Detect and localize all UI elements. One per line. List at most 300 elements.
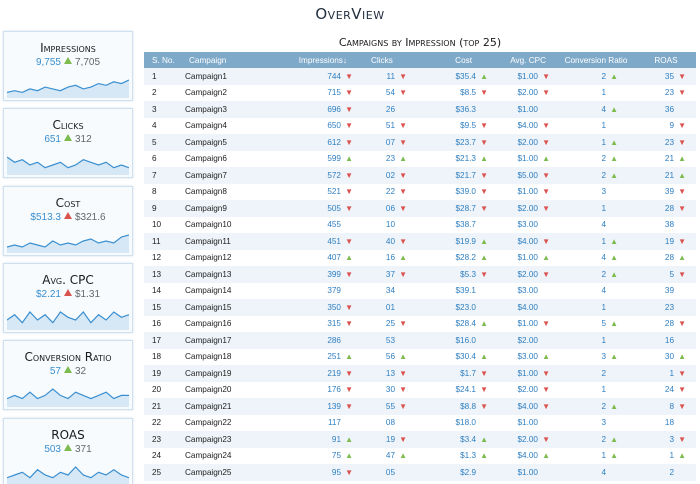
cell-avg-cpc: [496, 283, 556, 300]
cell-impressions: [261, 184, 361, 201]
cell-cost-value: $2.9: [460, 467, 476, 477]
cell-avg-cpc: [496, 85, 556, 102]
cell-sno: [144, 217, 179, 234]
cell-clicks: [361, 184, 421, 201]
cell-impressions-value: 451: [327, 236, 341, 246]
table-row[interactable]: [144, 217, 696, 234]
cell-cost-value: $8.8: [460, 401, 476, 411]
cell-roas-value: 16: [664, 335, 674, 345]
cell-sno-value: 17: [152, 335, 162, 345]
table-row[interactable]: [144, 134, 696, 151]
trend-down-icon: ▼: [678, 187, 686, 197]
trend-up-icon: ▲: [610, 319, 618, 329]
cell-campaign: [179, 68, 261, 85]
trend-up-icon: ▲: [610, 352, 618, 362]
cell-campaign-value[interactable]: Campaign21: [185, 401, 232, 411]
cell-campaign-value[interactable]: Campaign3: [185, 104, 227, 114]
trend-up-icon: ▲: [480, 319, 488, 329]
cell-clicks: [361, 299, 421, 316]
cell-avg-cpc-value: $3.00: [517, 220, 538, 230]
header-clicks[interactable]: Clicks: [371, 55, 393, 65]
table-row[interactable]: [144, 365, 696, 382]
trend-up-icon: ▲: [678, 170, 686, 180]
cell-avg-cpc-value: $1.00: [517, 154, 538, 164]
cell-campaign: [179, 184, 261, 201]
cell-conversion-ratio: [556, 217, 636, 234]
table-row[interactable]: [144, 200, 696, 217]
cell-roas-value: 21: [664, 170, 674, 180]
cell-campaign: [179, 167, 261, 184]
trend-down-icon: ▼: [399, 434, 407, 444]
page-title: OverView: [315, 5, 385, 23]
cell-roas: [636, 448, 696, 465]
table-row[interactable]: [144, 151, 696, 168]
table-row[interactable]: [144, 101, 696, 118]
cell-clicks-value: 06: [385, 203, 395, 213]
cell-avg-cpc: [496, 68, 556, 85]
trend-down-icon: ▼: [480, 170, 488, 180]
cell-cost-value: $5.3: [460, 269, 476, 279]
cell-roas-value: 23: [664, 302, 674, 312]
cell-campaign-value[interactable]: Campaign7: [185, 170, 227, 180]
cell-avg-cpc: [496, 464, 556, 481]
cell-conversion-ratio: [556, 299, 636, 316]
cell-clicks-value: 34: [385, 286, 395, 296]
table-row[interactable]: [144, 118, 696, 135]
cell-avg-cpc-value: $2.00: [517, 385, 538, 395]
cell-campaign-value[interactable]: Campaign10: [185, 220, 232, 230]
table-row[interactable]: [144, 332, 696, 349]
cell-roas-value: 9: [669, 121, 674, 131]
cell-avg-cpc-value: $4.00: [517, 302, 538, 312]
kpi-card-cost[interactable]: [3, 186, 133, 256]
header-sno[interactable]: S. No.: [152, 55, 175, 65]
cell-avg-cpc-value: $3.00: [517, 352, 538, 362]
cell-avg-cpc-value: $1.00: [517, 104, 538, 114]
trend-up-icon: ▲: [480, 451, 488, 461]
cell-roas-value: 21: [664, 154, 674, 164]
cell-avg-cpc: [496, 101, 556, 118]
cell-cost-value: $28.4: [455, 319, 476, 329]
cell-campaign: [179, 431, 261, 448]
trend-up-icon: ▲: [399, 352, 407, 362]
kpi-title: Clicks: [52, 118, 84, 132]
cell-clicks-value: 05: [385, 467, 395, 477]
cell-campaign-value[interactable]: Campaign13: [185, 269, 232, 279]
trend-down-icon: ▼: [542, 236, 550, 246]
cell-clicks: [361, 431, 421, 448]
cell-impressions-value: 91: [331, 434, 341, 444]
trend-down-icon: ▼: [542, 170, 550, 180]
cell-impressions: [261, 68, 361, 85]
cell-impressions-value: 744: [327, 71, 341, 81]
cell-conversion-ratio: [556, 365, 636, 382]
trend-down-icon: ▼: [678, 319, 686, 329]
cell-clicks-value: 19: [385, 434, 395, 444]
cell-sno-value: 16: [152, 319, 162, 329]
trend-up-icon: ▲: [480, 236, 488, 246]
kpi-title: Cost: [55, 196, 81, 210]
cell-cost-value: $18.0: [455, 418, 476, 428]
cell-campaign-value[interactable]: Campaign16: [185, 319, 232, 329]
cell-sno: [144, 184, 179, 201]
cell-clicks-value: 55: [385, 401, 395, 411]
trend-up-icon: ▲: [480, 71, 488, 81]
cell-sno: [144, 431, 179, 448]
cell-conversion-ratio-value: 3: [601, 418, 606, 428]
cell-cost: [421, 68, 496, 85]
cell-cost: [421, 151, 496, 168]
cell-cost-value: $8.5: [460, 88, 476, 98]
trend-down-icon: ▼: [678, 88, 686, 98]
cell-campaign-value[interactable]: Campaign22: [185, 418, 232, 428]
cell-clicks-value: 13: [385, 368, 395, 378]
cell-campaign-value[interactable]: Campaign14: [185, 286, 232, 296]
kpi-sparkline: [7, 76, 129, 98]
cell-cost-value: $28.7: [455, 203, 476, 213]
kpi-card-impressions[interactable]: [3, 31, 133, 101]
trend-down-icon: ▼: [480, 401, 488, 411]
cell-campaign-value[interactable]: Campaign4: [185, 121, 227, 131]
cell-sno-value: 3: [152, 104, 157, 114]
trend-up-icon: ▲: [480, 253, 488, 263]
trend-down-icon: ▼: [345, 137, 353, 147]
cell-impressions: [261, 118, 361, 135]
cell-impressions-value: 715: [327, 88, 341, 98]
cell-conversion-ratio: [556, 85, 636, 102]
cell-cost-value: $1.7: [460, 368, 476, 378]
cell-campaign-value[interactable]: Campaign8: [185, 187, 227, 197]
trend-down-icon: ▼: [345, 401, 353, 411]
cell-roas-value: 28: [664, 319, 674, 329]
cell-roas-value: 39: [664, 286, 674, 296]
trend-up-icon: ▲: [399, 253, 407, 263]
cell-campaign-value[interactable]: Campaign24: [185, 451, 232, 461]
cell-avg-cpc: [496, 233, 556, 250]
trend-down-icon: ▼: [542, 385, 550, 395]
table-row[interactable]: [144, 233, 696, 250]
cell-campaign-value[interactable]: Campaign1: [185, 71, 227, 81]
cell-cost: [421, 217, 496, 234]
trend-down-icon: ▼: [542, 203, 550, 213]
cell-campaign-value[interactable]: Campaign19: [185, 368, 232, 378]
kpi-values: [4, 366, 132, 377]
trend-down-icon: ▼: [399, 269, 407, 279]
table-row[interactable]: [144, 250, 696, 267]
cell-clicks-value: 01: [385, 302, 395, 312]
cell-roas-value: 36: [664, 104, 674, 114]
cell-sno: [144, 398, 179, 415]
cell-campaign: [179, 349, 261, 366]
cell-roas-value: 23: [664, 137, 674, 147]
cell-campaign-value[interactable]: Campaign6: [185, 154, 227, 164]
cell-avg-cpc-value: $2.00: [517, 203, 538, 213]
cell-conversion-ratio: [556, 134, 636, 151]
cell-clicks-value: 08: [385, 418, 395, 428]
trend-down-icon: ▼: [678, 269, 686, 279]
cell-campaign-value[interactable]: Campaign11: [185, 236, 231, 246]
cell-clicks: [361, 101, 421, 118]
table-row[interactable]: [144, 415, 696, 432]
table-row[interactable]: [144, 382, 696, 399]
cell-roas: [636, 365, 696, 382]
cell-conversion-ratio: [556, 167, 636, 184]
trend-up-icon: ▲: [678, 352, 686, 362]
kpi-previous-value: 371: [75, 444, 92, 455]
trend-down-icon: ▼: [345, 467, 353, 477]
trend-down-icon: ▼: [542, 319, 550, 329]
cell-campaign-value[interactable]: Campaign15: [185, 302, 232, 312]
cell-conversion-ratio-value: 1: [601, 88, 606, 98]
cell-campaign: [179, 101, 261, 118]
trend-down-icon: ▼: [399, 368, 407, 378]
cell-conversion-ratio: [556, 448, 636, 465]
cell-conversion-ratio: [556, 316, 636, 333]
cell-avg-cpc-value: $2.00: [517, 269, 538, 279]
cell-roas: [636, 349, 696, 366]
cell-avg-cpc-value: $1.00: [517, 418, 538, 428]
trend-up-icon: ▲: [542, 352, 550, 362]
table-row[interactable]: [144, 448, 696, 465]
trend-down-icon: ▼: [345, 71, 353, 81]
cell-conversion-ratio: [556, 415, 636, 432]
cell-roas-value: 38: [664, 220, 674, 230]
trend-down-icon: ▼: [542, 434, 550, 444]
cell-roas: [636, 266, 696, 283]
trend-up-icon: ▲: [610, 451, 618, 461]
header-impressions[interactable]: Impressions↓: [298, 55, 347, 65]
cell-cost: [421, 283, 496, 300]
trend-up-icon: ▲: [610, 104, 618, 114]
cell-cost: [421, 134, 496, 151]
trend-down-icon: ▼: [399, 203, 407, 213]
cell-roas: [636, 217, 696, 234]
table-row[interactable]: [144, 68, 696, 85]
trend-down-icon: ▼: [399, 121, 407, 131]
table-row[interactable]: [144, 283, 696, 300]
kpi-previous-value: 32: [75, 366, 87, 377]
cell-impressions: [261, 85, 361, 102]
cell-sno: [144, 85, 179, 102]
cell-conversion-ratio-value: 2: [601, 269, 606, 279]
cell-avg-cpc-value: $1.00: [517, 187, 538, 197]
cell-avg-cpc-value: $2.00: [517, 335, 538, 345]
trend-up-icon: ▲: [480, 434, 488, 444]
cell-clicks-value: 47: [385, 451, 395, 461]
cell-roas-value: 39: [664, 187, 674, 197]
table-row[interactable]: [144, 349, 696, 366]
cell-impressions: [261, 266, 361, 283]
kpi-card-avg-cpc[interactable]: [3, 263, 133, 333]
cell-campaign-value[interactable]: Campaign20: [185, 385, 232, 395]
cell-sno: [144, 299, 179, 316]
trend-up-icon: ▲: [542, 451, 550, 461]
cell-campaign-value[interactable]: Campaign23: [185, 434, 232, 444]
kpi-card-roas[interactable]: [3, 418, 133, 484]
trend-down-icon: ▼: [345, 269, 353, 279]
cell-campaign-value[interactable]: Campaign25: [185, 467, 232, 477]
cell-roas-value: 28: [664, 203, 674, 213]
cell-cost: [421, 266, 496, 283]
cell-campaign: [179, 332, 261, 349]
trend-down-icon: ▼: [480, 385, 488, 395]
table-row[interactable]: [144, 316, 696, 333]
trend-down-icon: ▼: [480, 121, 488, 131]
cell-roas-value: 18: [664, 418, 674, 428]
cell-campaign: [179, 85, 261, 102]
cell-sno: [144, 266, 179, 283]
cell-cost: [421, 167, 496, 184]
cell-clicks-value: 53: [385, 335, 395, 345]
cell-conversion-ratio-value: 1: [601, 121, 606, 131]
table-row[interactable]: [144, 431, 696, 448]
trend-down-icon: ▼: [399, 170, 407, 180]
cell-impressions-value: 455: [327, 220, 341, 230]
cell-clicks: [361, 448, 421, 465]
trend-up-icon: ▲: [345, 154, 353, 164]
cell-conversion-ratio-value: 2: [601, 368, 606, 378]
cell-campaign: [179, 151, 261, 168]
trend-down-icon: ▼: [399, 385, 407, 395]
cell-campaign-value[interactable]: Campaign17: [185, 335, 232, 345]
trend-down-icon: ▼: [542, 368, 550, 378]
cell-campaign-value[interactable]: Campaign2: [185, 88, 227, 98]
cell-impressions: [261, 316, 361, 333]
table-row[interactable]: [144, 266, 696, 283]
cell-roas-value: 24: [664, 385, 674, 395]
header-conversion-ratio[interactable]: Conversion Ratio: [564, 55, 628, 65]
cell-conversion-ratio: [556, 332, 636, 349]
trend-up-icon: ▲: [542, 154, 550, 164]
cell-impressions: [261, 151, 361, 168]
cell-avg-cpc-value: $1.00: [517, 71, 538, 81]
cell-roas: [636, 250, 696, 267]
cell-sno-value: 10: [152, 220, 162, 230]
cell-sno: [144, 233, 179, 250]
cell-conversion-ratio: [556, 101, 636, 118]
header-campaign[interactable]: Campaign: [189, 55, 227, 65]
kpi-current-value: 503: [44, 444, 61, 455]
cell-conversion-ratio: [556, 431, 636, 448]
trend-down-icon: ▼: [345, 170, 353, 180]
cell-cost-value: $9.5: [460, 121, 476, 131]
campaign-table: [144, 52, 696, 481]
cell-clicks-value: 26: [385, 104, 395, 114]
cell-sno: [144, 382, 179, 399]
cell-roas: [636, 316, 696, 333]
table-row[interactable]: [144, 398, 696, 415]
cell-clicks-value: 02: [385, 170, 395, 180]
header-avg-cpc[interactable]: Avg. CPC: [510, 55, 546, 65]
cell-campaign-value[interactable]: Campaign18: [185, 352, 232, 362]
trend-up-icon: ▲: [610, 401, 618, 411]
cell-sno: [144, 349, 179, 366]
cell-campaign: [179, 266, 261, 283]
cell-clicks: [361, 217, 421, 234]
cell-campaign-value[interactable]: Campaign9: [185, 203, 227, 213]
table-row[interactable]: [144, 85, 696, 102]
cell-sno-value: 25: [152, 467, 162, 477]
cell-campaign-value[interactable]: Campaign5: [185, 137, 227, 147]
table-row[interactable]: [144, 464, 696, 481]
table-row[interactable]: [144, 184, 696, 201]
cell-roas-value: 5: [669, 269, 674, 279]
cell-cost: [421, 299, 496, 316]
sparkline-area: [7, 235, 129, 253]
trend-down-icon: ▼: [678, 401, 686, 411]
cell-roas: [636, 85, 696, 102]
trend-down-icon: ▼: [678, 385, 686, 395]
header-roas[interactable]: ROAS: [654, 55, 678, 65]
trend-down-icon: ▼: [345, 236, 353, 246]
table-row[interactable]: [144, 299, 696, 316]
trend-down-icon: ▼: [542, 137, 550, 147]
header-cost[interactable]: Cost: [455, 55, 472, 65]
kpi-card-clicks[interactable]: [3, 108, 133, 178]
kpi-values: [4, 444, 132, 455]
cell-cost-value: $24.1: [455, 385, 476, 395]
cell-impressions: [261, 464, 361, 481]
cell-conversion-ratio-value: 4: [601, 220, 606, 230]
cell-roas-value: 3: [669, 434, 674, 444]
cell-campaign: [179, 299, 261, 316]
cell-roas: [636, 464, 696, 481]
trend-down-icon: ▼: [542, 269, 550, 279]
cell-avg-cpc-value: $4.00: [517, 236, 538, 246]
cell-sno-value: 14: [152, 286, 162, 296]
cell-cost-value: $16.0: [455, 335, 476, 345]
cell-clicks-value: 10: [385, 220, 395, 230]
cell-sno-value: 11: [152, 236, 161, 246]
trend-down-icon: ▼: [345, 187, 353, 197]
trend-down-icon: ▼: [480, 203, 488, 213]
trend-down-icon: ▼: [345, 203, 353, 213]
cell-roas-value: 2: [669, 467, 674, 477]
cell-roas: [636, 167, 696, 184]
cell-cost: [421, 415, 496, 432]
trend-up-icon: ▲: [678, 451, 686, 461]
cell-campaign-value[interactable]: Campaign12: [185, 253, 232, 263]
trend-up-icon: ▲: [610, 137, 618, 147]
cell-impressions-value: 176: [327, 385, 341, 395]
trend-down-icon: ▼: [678, 203, 686, 213]
kpi-current-value: $513.3: [30, 212, 61, 223]
trend-up-icon: ▲: [399, 154, 407, 164]
trend-down-icon: ▼: [345, 121, 353, 131]
table-row[interactable]: [144, 167, 696, 184]
cell-impressions-value: 399: [327, 269, 341, 279]
cell-avg-cpc: [496, 266, 556, 283]
cell-cost: [421, 250, 496, 267]
cell-sno: [144, 316, 179, 333]
cell-conversion-ratio-value: 1: [601, 203, 606, 213]
kpi-current-value: 57: [49, 366, 61, 377]
cell-roas: [636, 299, 696, 316]
cell-roas: [636, 151, 696, 168]
trend-up-icon: ▲: [345, 434, 353, 444]
cell-cost-value: $39.1: [455, 286, 476, 296]
cell-avg-cpc-value: $1.00: [517, 467, 538, 477]
cell-avg-cpc-value: $2.00: [517, 137, 538, 147]
cell-impressions-value: 75: [331, 451, 341, 461]
cell-impressions: [261, 299, 361, 316]
cell-clicks: [361, 118, 421, 135]
cell-impressions: [261, 431, 361, 448]
kpi-card-conversion-ratio[interactable]: [3, 340, 133, 410]
cell-conversion-ratio-value: 4: [601, 104, 606, 114]
cell-impressions-value: 379: [327, 286, 341, 296]
cell-campaign: [179, 382, 261, 399]
